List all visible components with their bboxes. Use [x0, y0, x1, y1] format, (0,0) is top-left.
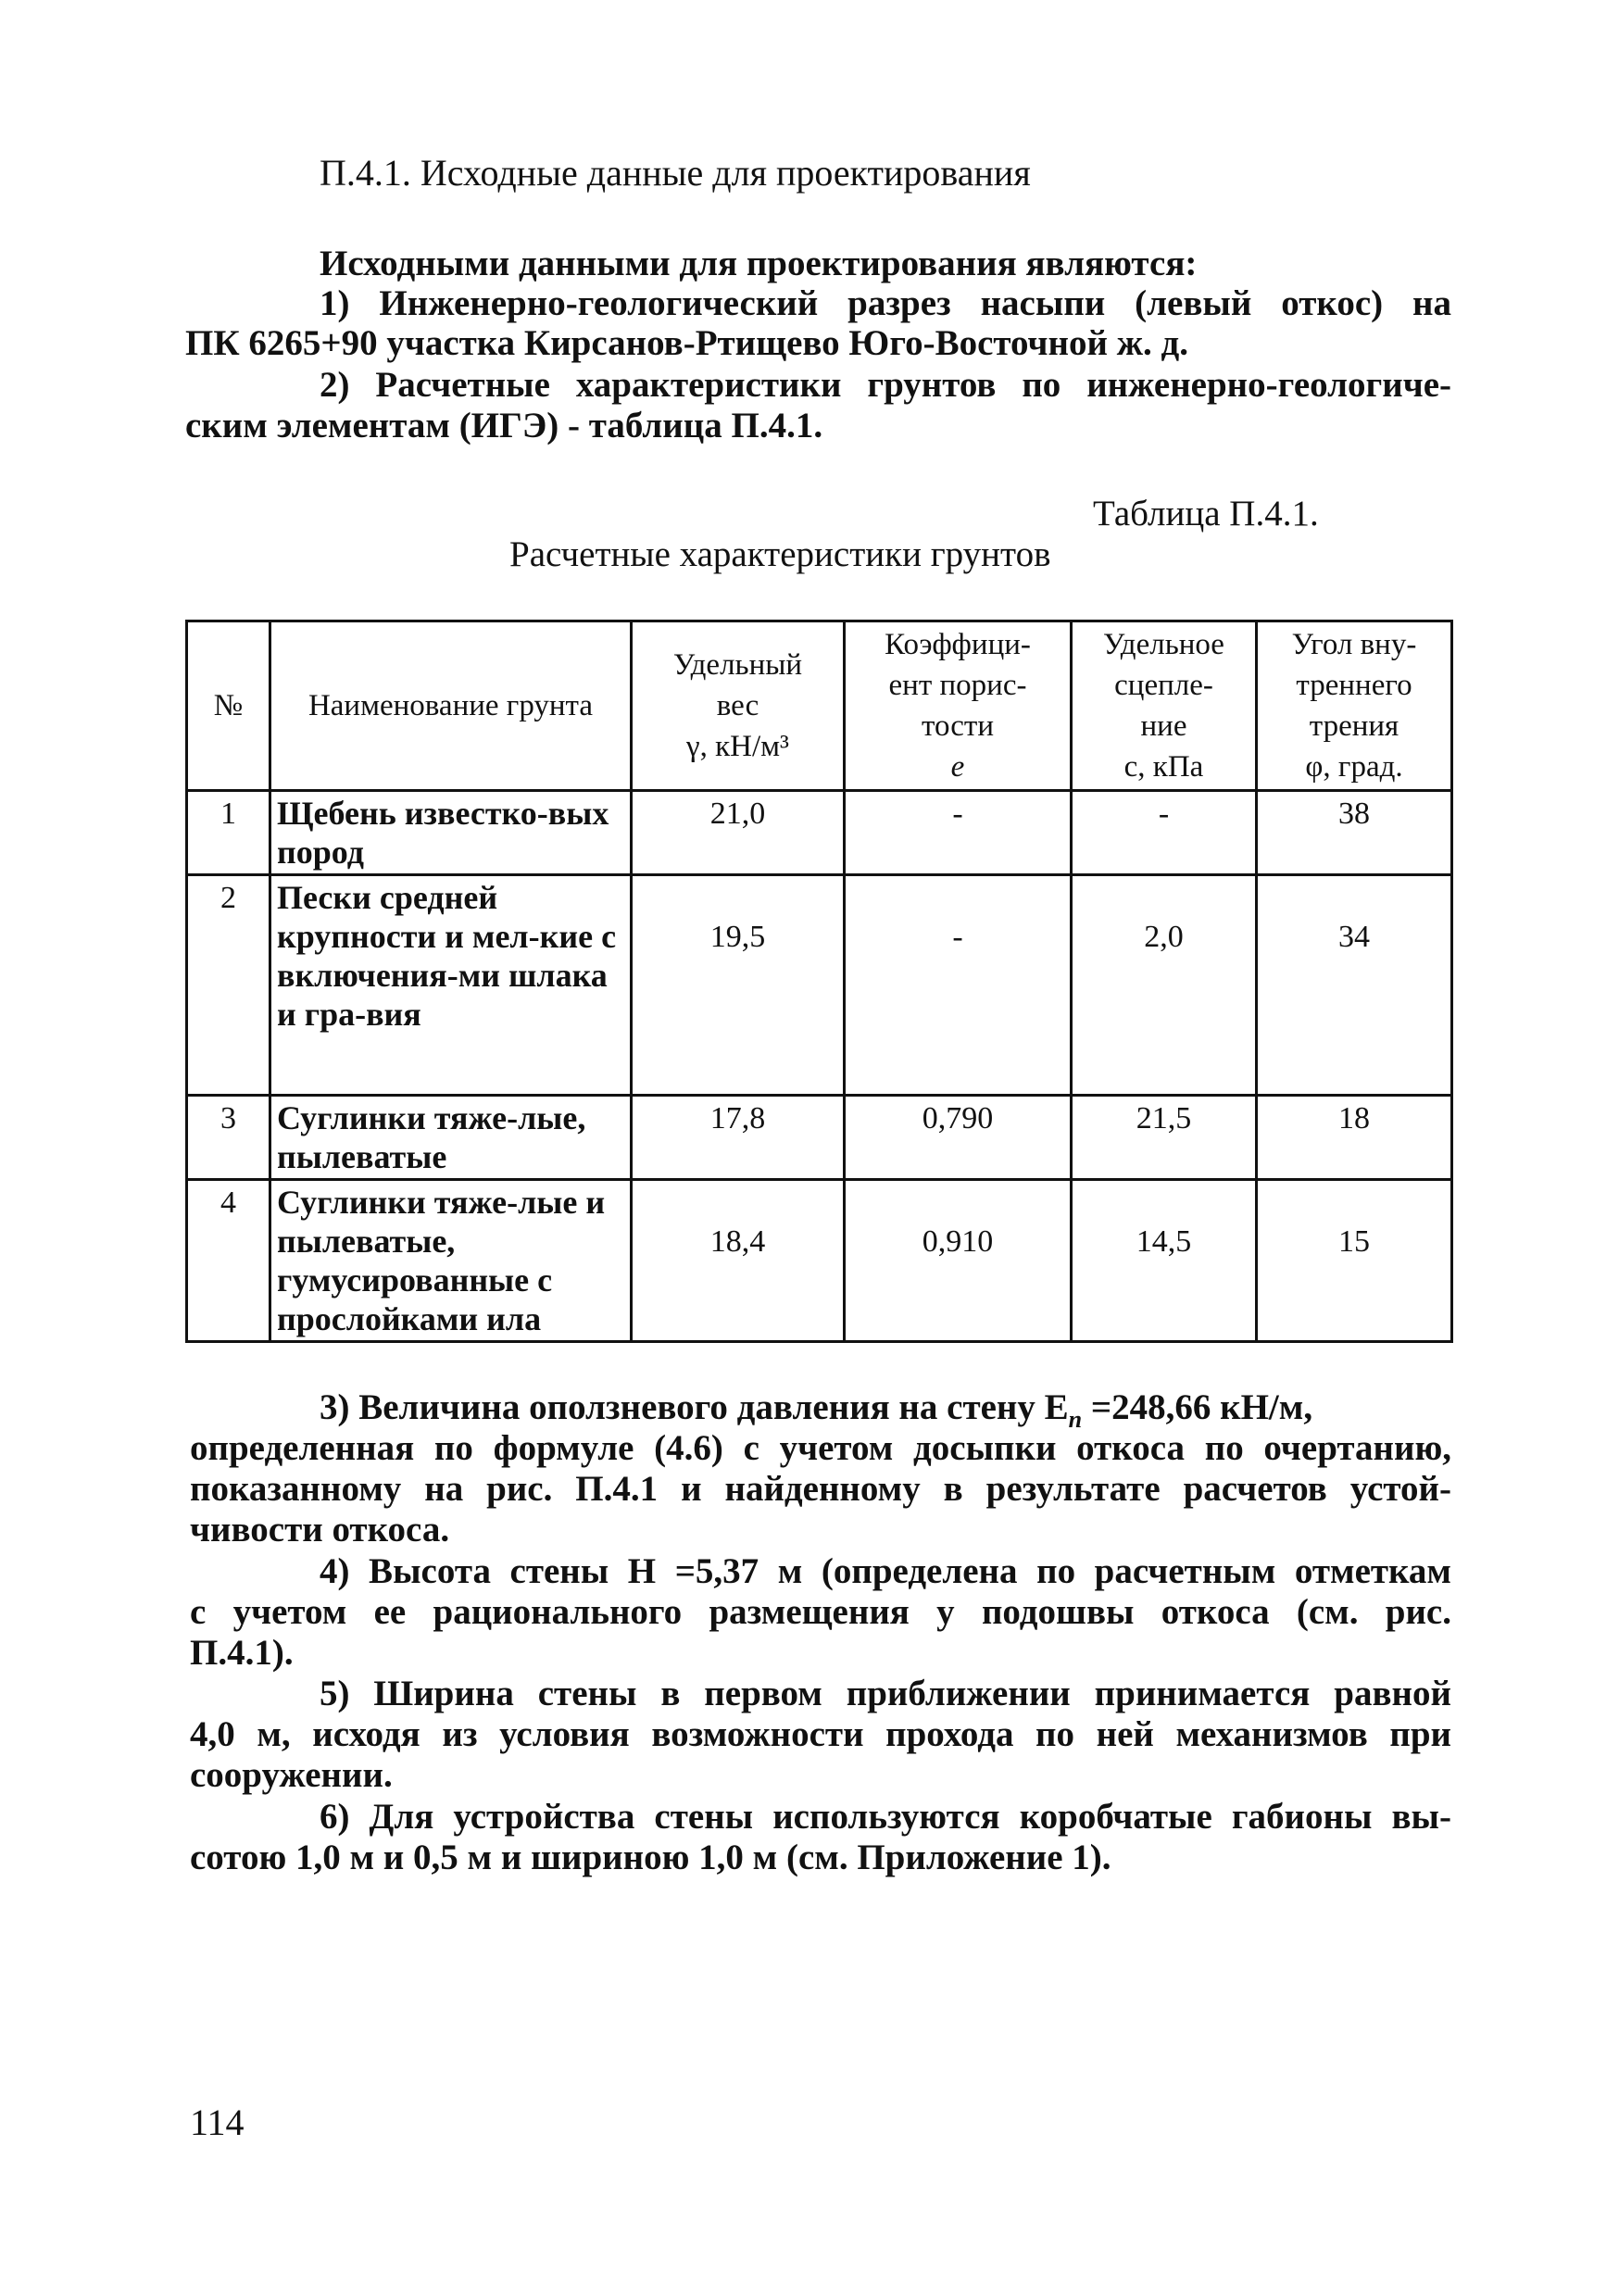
- section-title: П.4.1. Исходные данные для проектирования: [320, 152, 1031, 194]
- item2-line1: 2) Расчетные характеристики грунтов по инженерно-геологиче-: [320, 365, 1451, 405]
- item3-subscript: п: [1068, 1405, 1083, 1433]
- item6-line1: 6) Для устройства стены используются коробчатые габионы вы-: [320, 1797, 1451, 1837]
- table-row: [187, 791, 1452, 875]
- row-weight: 17,8: [632, 1096, 845, 1180]
- header-friction-l3: трения: [1309, 709, 1399, 743]
- row-porosity: -: [845, 875, 1072, 1096]
- header-friction-l4: φ, град.: [1305, 750, 1403, 784]
- header-cohesion-l4: c, кПа: [1123, 750, 1204, 784]
- row-porosity: -: [845, 791, 1072, 875]
- header-weight: [632, 621, 845, 791]
- item5-line2: 4,0 м, исходя из условия возможности прохода по ней механизмов при: [190, 1714, 1451, 1754]
- table-row: [187, 1180, 1452, 1342]
- table-label: Таблица П.4.1.: [1093, 494, 1319, 533]
- row-name: Щебень известко-вых пород: [270, 791, 632, 875]
- row-weight: 18,4: [632, 1180, 845, 1342]
- item5-line3: сооружении.: [190, 1755, 393, 1795]
- item5-line1: 5) Ширина стены в первом приближении принимается равной: [320, 1674, 1451, 1713]
- row-friction: 38: [1257, 791, 1452, 875]
- item3-line3: показанному на рис. П.4.1 и найденному в результате расчетов устой-: [190, 1469, 1451, 1509]
- row-name: Суглинки тяже-лые и пылеватые, гумусированные с прослойками ила: [270, 1180, 632, 1342]
- item6-line2: сотою 1,0 м и 0,5 м и шириною 1,0 м (см. Приложение 1).: [190, 1838, 1111, 1877]
- item3-line2: определенная по формуле (4.6) с учетом досыпки откоса по очертанию,: [190, 1428, 1451, 1468]
- row-cohesion: 14,5: [1072, 1180, 1257, 1342]
- intro-text: Исходными данными для проектирования являются:: [320, 244, 1198, 283]
- row-weight: 19,5: [632, 875, 845, 1096]
- header-weight-l1: Удельный: [672, 648, 803, 682]
- header-porosity: [845, 621, 1072, 791]
- row-friction: 34: [1257, 875, 1452, 1096]
- header-porosity-l1: Коэффици-: [885, 628, 1031, 661]
- item4-line2: с учетом ее рационального размещения у подошвы откоса (см. рис.: [190, 1592, 1451, 1632]
- header-friction-l2: треннего: [1296, 669, 1412, 702]
- row-weight: 21,0: [632, 791, 845, 875]
- row-cohesion: -: [1072, 791, 1257, 875]
- item3-line1-value: =248,66 кН/м,: [1082, 1387, 1313, 1427]
- row-porosity: 0,910: [845, 1180, 1072, 1342]
- row-porosity: 0,790: [845, 1096, 1072, 1180]
- row-name: Пески средней крупности и мел-кие с включения-ми шлака и гра-вия: [270, 875, 632, 1096]
- item3-line1-text: 3) Величина оползневого давления на стену E: [320, 1387, 1069, 1427]
- header-cohesion-l1: Удельное: [1103, 628, 1224, 661]
- row-cohesion: 2,0: [1072, 875, 1257, 1096]
- row-friction: 15: [1257, 1180, 1452, 1342]
- header-cohesion: [1072, 621, 1257, 791]
- table-title: Расчетные характеристики грунтов: [509, 534, 1051, 574]
- row-friction: 18: [1257, 1096, 1452, 1180]
- row-num: 1: [187, 791, 270, 875]
- header-porosity-l4: e: [950, 750, 965, 784]
- row-num: 3: [187, 1096, 270, 1180]
- header-weight-l3: γ, кН/м³: [686, 730, 789, 763]
- item1-line1: 1) Инженерно-геологический разрез насыпи (левый откос) на: [320, 283, 1451, 323]
- soil-properties-table: [185, 620, 1453, 1343]
- table-row: [187, 1096, 1452, 1180]
- item4-line3: П.4.1).: [190, 1633, 294, 1673]
- item1-line2: ПК 6265+90 участка Кирсанов-Ртищево Юго-Восточной ж. д.: [185, 323, 1188, 363]
- header-porosity-l2: ент порис-: [888, 669, 1027, 702]
- row-num: 4: [187, 1180, 270, 1342]
- header-name: Наименование грунта: [270, 621, 632, 791]
- header-cohesion-l3: ние: [1140, 709, 1187, 743]
- item3-line4: чивости откоса.: [190, 1510, 450, 1549]
- item2-line2: ским элементам (ИГЭ) - таблица П.4.1.: [185, 406, 823, 445]
- row-cohesion: 21,5: [1072, 1096, 1257, 1180]
- table-header-row: [187, 621, 1452, 791]
- header-friction: [1257, 621, 1452, 791]
- header-weight-l2: вес: [716, 689, 759, 722]
- item4-line1: 4) Высота стены H =5,37 м (определена по расчетным отметкам: [320, 1551, 1451, 1591]
- header-porosity-l3: тости: [921, 709, 995, 743]
- header-cohesion-l2: сцепле-: [1114, 669, 1213, 702]
- header-num: №: [187, 621, 270, 791]
- row-name: Суглинки тяже-лые, пылеватые: [270, 1096, 632, 1180]
- page-number: 114: [190, 2102, 245, 2143]
- header-friction-l1: Угол вну-: [1291, 628, 1417, 661]
- table-row: [187, 875, 1452, 1096]
- row-num: 2: [187, 875, 270, 1096]
